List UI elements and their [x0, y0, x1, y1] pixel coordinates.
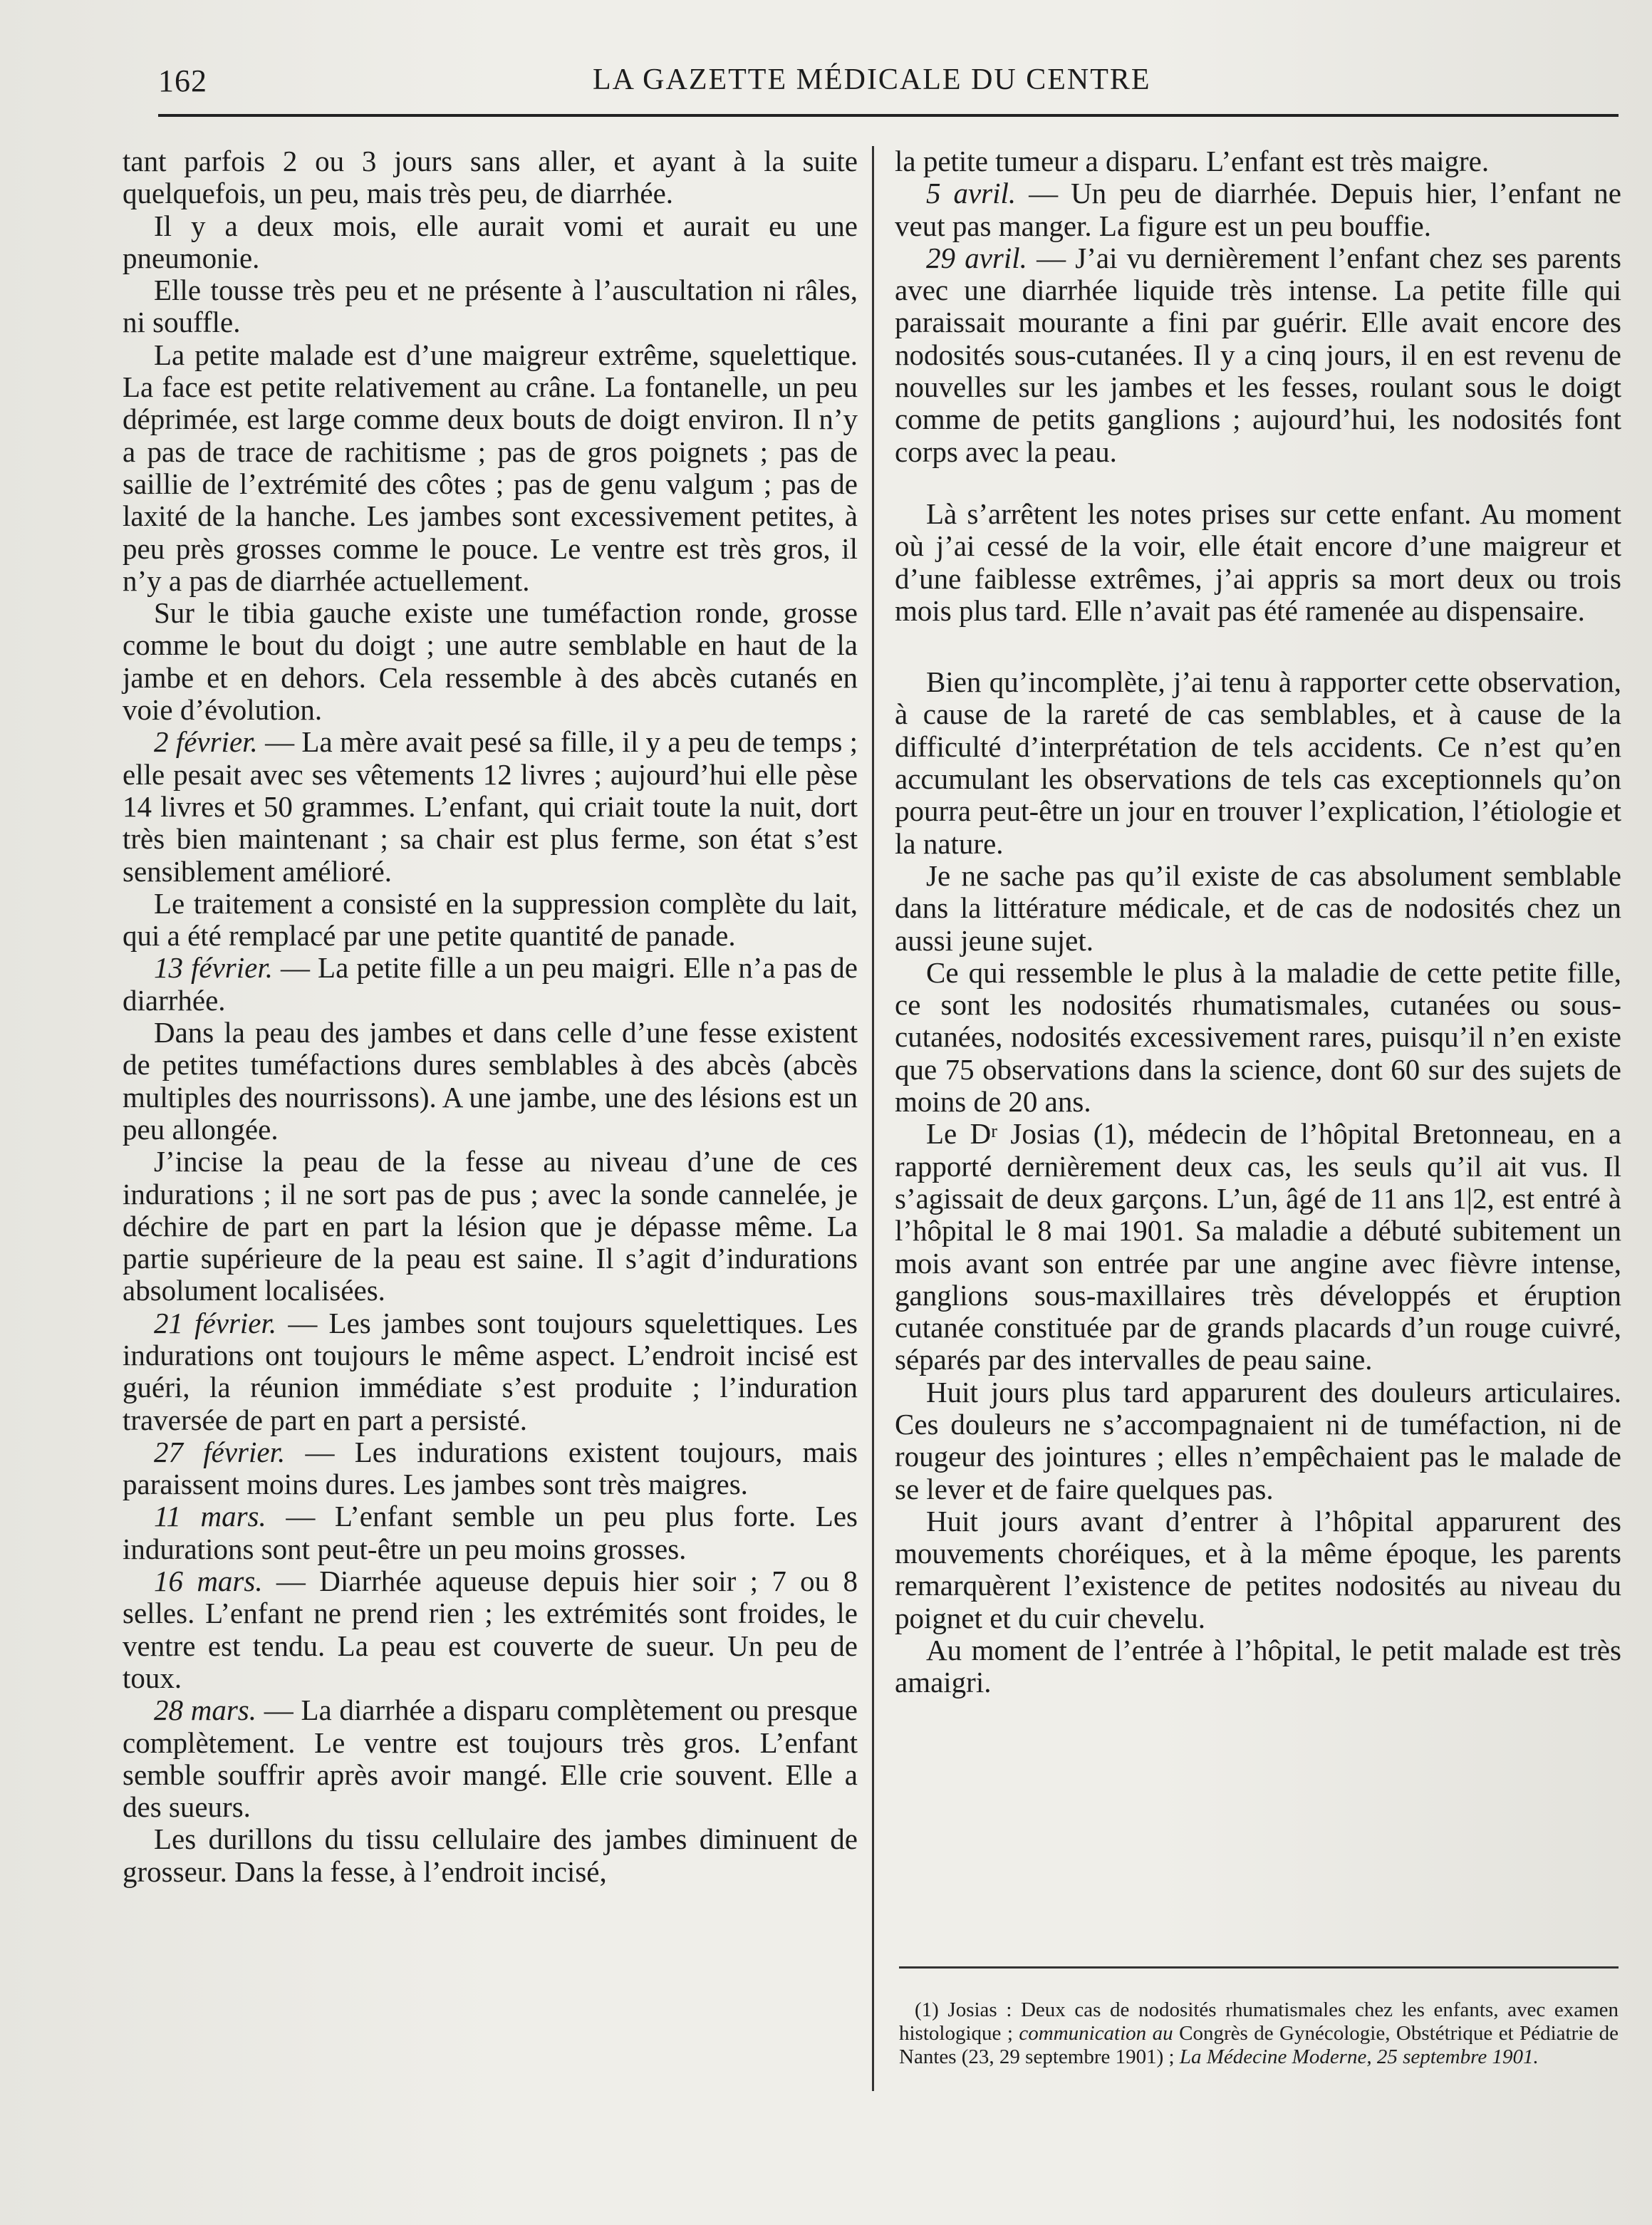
paragraph: Là s’arrêtent les notes prises sur cette enfant. Au moment où j’ai cessé de la voir, elle était encore d’une maigreur et d’une faiblesse extrêmes, j’ai appris sa mort deux ou trois mois plus tard. Elle n’avait pas été ramenée au dispensaire.: [895, 497, 1621, 627]
paragraph: Les durillons du tissu cellulaire des jambes diminuent de grosseur. Dans la fesse, à l’endroit incisé,: [123, 1822, 858, 1888]
entry-text: — La mère avait pesé sa fille, il y a peu de temps ; elle pesait avec ses vêtements 12 livres ; aujourd’hui elle pèse 14 livres et 50 grammes. L’enfant, qui criait toute la nuit, dort très bien maintenant ; sa chair est plus ferme, son état s’est sensiblement amélioré.: [123, 725, 858, 888]
footnote-part: Congrès de Gynécologie, Obstétrique et Pédiatrie de Nantes (23, 29 septembre 1901) ;: [899, 2022, 1619, 2068]
paragraph: Le traitement a consisté en la suppression complète du lait, qui a été remplacé par une petite quantité de panade.: [123, 886, 858, 953]
paragraph: la petite tumeur a disparu. L’enfant est très maigre.: [895, 145, 1490, 177]
dated-entry: [123, 1307, 858, 1436]
dated-entry: [123, 1694, 858, 1823]
header-rule: [158, 114, 1619, 117]
dated-entry: [123, 1436, 858, 1501]
paragraph: Elle tousse très peu et ne présente à l’auscultation ni râles, ni souffle.: [123, 274, 858, 339]
entry-date: 29 avril.: [926, 241, 1027, 274]
paragraph: Au moment de l’entrée à l’hôpital, le petit malade est très amaigri.: [895, 1634, 1621, 1699]
footnote-italic: La Médecine Moderne, 25 septembre 1901.: [1179, 2045, 1539, 2068]
entry-date: 2 février.: [154, 725, 258, 759]
entry-text: — La diarrhée a disparu complètement ou presque complètement. Le ventre est toujours très gros. L’enfant semble souffrir après avoir mangé. Elle crie souvent. Elle a des sueurs.: [123, 1694, 858, 1824]
entry-date: 21 février.: [154, 1306, 277, 1339]
entry-text: Josias (1), médecin de l’hôpital Bretonneau, en a rapporté dernièrement deux cas, les seuls qu’il ait vus. Il s’agissait de deux garçons. L’un, âgé de 11 ans 1|2, est entré à l’hôpital le 8 mai 1901. Sa maladie a débuté subitement un mois avant son entrée par une angine avec fièvre intense, ganglions sous-maxillaires très développés et éruption cutanée constituée par de grands placards d’un rouge cuivré, séparés par des intervalles de peau saine.: [895, 1117, 1621, 1376]
footnote-italic: communication au: [1019, 2022, 1173, 2045]
column-divider: [872, 146, 874, 2091]
paragraph: Huit jours avant d’entrer à l’hôpital apparurent des mouvements choréiques, et à la même époque, les parents remarquèrent l’existence de petites nodosités au niveau du poignet et du cuir chevelu.: [895, 1504, 1621, 1634]
paragraph-josias: [895, 1118, 1621, 1376]
dated-entry: [123, 726, 858, 887]
paragraph: Dans la peau des jambes et dans celle d’une fesse existent de petites tuméfactions dures semblables à des abcès (abcès multiples des nourrissons). A une jambe, une des lésions est un peu allongée.: [123, 1016, 858, 1146]
running-title: LA GAZETTE MÉDICALE DU CENTRE: [593, 63, 1151, 96]
paragraph: Je ne sache pas qu’il existe de cas absolument semblable dans la littérature médicale, et de cas de nodosités chez un aussi jeune sujet.: [895, 859, 1621, 957]
paragraph: J’incise la peau de la fesse au niveau d’une de ces indurations ; il ne sort pas de pus ; avec la sonde cannelée, je déchire de part en part la lésion que je dépasse même. La partie supérieure de la peau est saine. Il s’agit d’indurations absolument localisées.: [123, 1145, 858, 1307]
footnote: [899, 1998, 1619, 2069]
entry-text: — La petite fille a un peu maigri. Elle n’a pas de diarrhée.: [123, 951, 858, 1017]
dated-entry: [895, 177, 1621, 242]
entry-text: — Les jambes sont toujours squelettiques. Les indurations ont toujours le même aspect. L’endroit incisé est guéri, la réunion immédiate s’est produite ; l’induration traversée de part en part a persisté.: [123, 1306, 858, 1436]
paragraph: Ce qui ressemble le plus à la maladie de cette petite fille, ce sont les nodosités rhumatismales, cutanées ou sous-cutanées, nodosités excessivement rares, puisqu’il n’en existe que 75 observations dans la science, dont 60 sur des sujets de moins de 20 ans.: [895, 955, 1621, 1119]
entry-date: 28 mars.: [154, 1694, 256, 1727]
paragraph: Huit jours plus tard apparurent des douleurs articulaires. Ces douleurs ne s’accompagnaient ni de tuméfaction, ni de rougeur des jointures ; elles n’empêchaient pas le malade de se lever et de faire quelques pas.: [895, 1375, 1621, 1505]
paragraph: Bien qu’incomplète, j’ai tenu à rapporter cette observation, à cause de la rareté de cas semblables, et à cause de la difficulté d’interprétation de tels accidents. Ce n’est qu’en accumulant les observations de tels cas exceptionnels qu’on pourra peut-être un jour en trouver l’explication, l’étiologie et la nature.: [895, 665, 1621, 860]
dated-entry: [895, 242, 1621, 468]
paragraph: Il y a deux mois, elle aurait vomi et aurait eu une pneumonie.: [123, 209, 858, 274]
dated-entry: [123, 1565, 858, 1694]
entry-date: 11 mars.: [154, 1500, 266, 1533]
paragraph: La petite malade est d’une maigreur extrême, squelettique. La face est petite relativement au crâne. La fontanelle, un peu déprimée, est large comme deux bouts de doigt environ. Il n’y a pas de trace de rachitisme ; pas de gros poignets ; pas de saillie de l’extrémité des côtes ; pas de genu valgum ; pas de laxité de la hanche. Les jambes sont excessivement petites, à peu près grosses comme le pouce. Le ventre est très gros, il n’y a pas de diarrhée actuellement.: [123, 338, 858, 597]
footnote-rule: [899, 1966, 1619, 1969]
footnote-text: [899, 1998, 1619, 2069]
entry-date: 13 février.: [154, 951, 274, 985]
entry-text: — J’ai vu dernièrement l’enfant chez ses parents avec une diarrhée liquide très intense. La petite fille qui paraissait mourante a fini par guérir. Elle avait encore des nodosités sous-cutanées. Il y a cinq jours, il en est revenu de nouvelles sur les jambes et les fesses, roulant sous le doigt comme de petits ganglions ; aujourd’hui, les nodosités font corps avec la peau.: [895, 241, 1621, 468]
entry-date: 27 février.: [154, 1435, 286, 1468]
entry-text: — Diarrhée aqueuse depuis hier soir ; 7 ou 8 selles. L’enfant ne prend rien ; les extrémités sont froides, le ventre est tendu. La peau est couverte de sueur. Un peu de toux.: [123, 1565, 858, 1694]
dated-entry: [123, 952, 858, 1017]
entry-text: — Un peu de diarrhée. Depuis hier, l’enfant ne veut pas manger. La figure est un peu bouffie.: [895, 177, 1622, 242]
left-column: [123, 145, 858, 1888]
entry-date: 5 avril.: [926, 177, 1017, 210]
superscript: r: [991, 1121, 997, 1142]
paragraph: tant parfois 2 ou 3 jours sans aller, et ayant à la suite quelquefois, un peu, mais très peu, de diarrhée.: [123, 145, 858, 210]
entry-date: 16 mars.: [154, 1565, 263, 1598]
entry-text: — Les indurations existent toujours, mais paraissent moins dures. Les jambes sont très maigres.: [123, 1435, 858, 1501]
page-number: 162: [158, 63, 207, 98]
footnote-part: (1) Josias : Deux cas de nodosités rhumatismales chez les enfants, avec examen histologique ;: [899, 1998, 1619, 2045]
page-header: [158, 63, 1619, 105]
paragraph: Sur le tibia gauche existe une tuméfaction ronde, grosse comme le bout du doigt ; une autre semblable en haut de la jambe et en dehors. Cela ressemble à des abcès cutanés en voie d’évolution.: [123, 596, 858, 727]
right-column: [895, 145, 1621, 1699]
dated-entry: [123, 1500, 858, 1565]
entry-text: — L’enfant semble un peu plus forte. Les indurations sont peut-être un peu moins grosses.: [123, 1500, 858, 1565]
text-prefix: Le D: [926, 1117, 992, 1151]
